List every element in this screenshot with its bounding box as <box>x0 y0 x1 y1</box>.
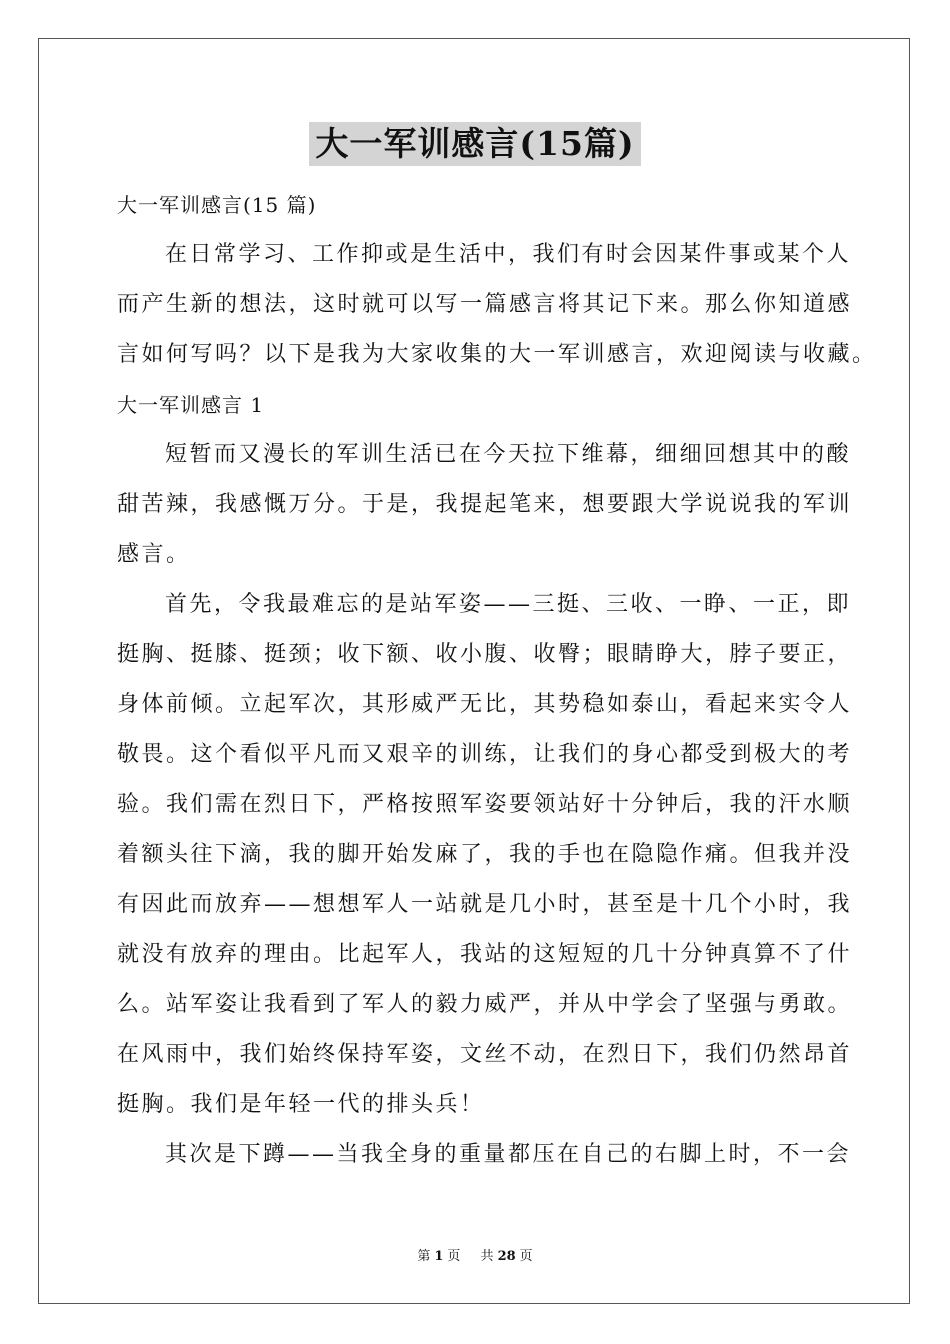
page-total <box>477 1249 537 1264</box>
paragraph-line: 言如何写吗？以下是我为大家收集的大一军训感言，欢迎阅读与收藏。 <box>117 342 877 367</box>
paragraph-line: 在日常学习、工作抑或是生活中，我们有时会因某件事或某个人 <box>165 242 852 267</box>
paragraph-line: 么。站军姿让我看到了军人的毅力威严，并从中学会了坚强与勇敢。 <box>117 992 853 1017</box>
total-pages: 28 <box>497 1249 516 1264</box>
title-container <box>0 122 950 166</box>
paragraph-line: 而产生新的想法，这时就可以写一篇感言将其记下来。那么你知道感 <box>117 292 853 317</box>
paragraph-line: 敬畏。这个看似平凡而又艰辛的训练，让我们的身心都受到极大的考 <box>117 742 853 767</box>
paragraph-line: 验。我们需在烈日下，严格按照军姿要领站好十分钟后，我的汗水顺 <box>117 792 853 817</box>
page-footer <box>0 1245 950 1264</box>
paragraph-line: 甜苦辣，我感慨万分。于是，我提起笔来，想要跟大学说说我的军训 <box>117 492 853 517</box>
paragraph-line: 有因此而放弃——想想军人一站就是几小时，甚至是十几个小时，我 <box>117 892 853 917</box>
paragraph-line: 就没有放弃的理由。比起军人，我站的这短短的几十分钟真算不了什 <box>117 942 853 967</box>
total-suffix: 页 <box>519 1249 533 1264</box>
section-heading: 大一军训感言 1 <box>117 393 265 417</box>
paragraph-line: 在风雨中，我们始终保持军姿，文丝不动，在烈日下，我们仍然昂首 <box>117 1042 853 1067</box>
paragraph-line: 挺胸、挺膝、挺颈；收下额、收小腹、收臀；眼睛睁大，脖子要正， <box>117 642 853 667</box>
paragraph-line: 短暂而又漫长的军训生活已在今天拉下维幕，细细回想其中的酸 <box>165 442 852 467</box>
page-number <box>413 1249 464 1264</box>
document-title: 大一军训感言(15篇) <box>309 122 640 166</box>
paragraph-line: 着额头往下滴，我的脚开始发麻了，我的手也在隐隐作痛。但我并没 <box>117 842 853 867</box>
subtitle-line: 大一军训感言(15 篇) <box>117 193 317 217</box>
paragraph-line: 感言。 <box>117 542 191 567</box>
current-page: 1 <box>434 1249 444 1264</box>
paragraph-line: 其次是下蹲——当我全身的重量都压在自己的右脚上时，不一会 <box>165 1142 852 1167</box>
page-suffix: 页 <box>447 1249 461 1264</box>
paragraph-line: 挺胸。我们是年轻一代的排头兵！ <box>117 1092 485 1117</box>
document-body <box>117 180 877 1180</box>
total-prefix: 共 <box>480 1249 494 1264</box>
paragraph-line: 首先，令我最难忘的是站军姿——三挺、三收、一睁、一正，即 <box>165 592 852 617</box>
page-prefix: 第 <box>417 1249 431 1264</box>
paragraph-line: 身体前倾。立起军次，其形威严无比，其势稳如泰山，看起来实令人 <box>117 692 853 717</box>
